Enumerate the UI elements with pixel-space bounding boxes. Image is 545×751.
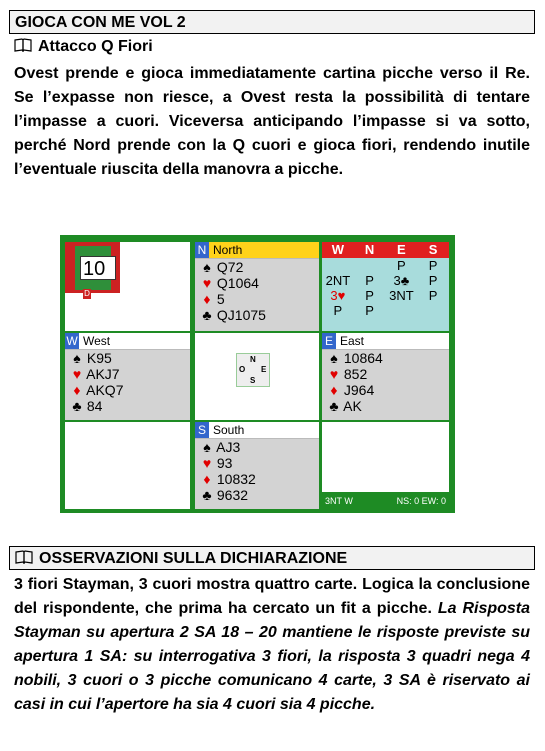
auction-row: P P	[397, 258, 438, 273]
south-hearts: ♥ 93	[202, 455, 233, 471]
observations-italic: La Risposta Stayman su apertura 2 SA 18 – 20 mantiene le risposte previste su apertura 1 SA: su interrogativa 3 fiori, la risposta 3 quadri nega 4 nobili, 3 cuori o 3 picche comunicano 4 carte, 3 SA è riservato ai casi in cui l’apertore ha sia 4 cuori sia 4 picche.	[14, 600, 531, 713]
hand-west-label: W West	[65, 333, 190, 350]
section-header-bottom	[9, 546, 535, 570]
auction-row: 2NT P 3♣ P	[325, 273, 438, 288]
heart-icon: ♥	[202, 455, 212, 471]
auction-row: 3♥ P 3NT P	[330, 288, 438, 303]
observations-paragraph	[14, 573, 530, 717]
contract: 3NT W	[325, 496, 353, 506]
diamond-icon: ♦	[203, 471, 211, 487]
diamond-icon: ♦	[203, 291, 211, 307]
spade-icon: ♠	[73, 350, 81, 366]
observations-text: 3 fiori Stayman, 3 cuori mostra quattro carte. Logica la conclusione del rispondente, che prima ha cercato un fit a picche.	[14, 576, 530, 617]
auction-header: W N E S	[322, 242, 449, 258]
dealer-marker: D	[84, 288, 90, 298]
hand-north	[195, 242, 319, 331]
diamond-icon: ♦	[330, 382, 338, 398]
empty-cell	[322, 422, 449, 492]
hand-west	[65, 333, 190, 420]
book-icon	[15, 550, 33, 564]
south-clubs: ♣ 9632	[202, 487, 249, 503]
header-title: GIOCA CON ME VOL 2	[15, 14, 186, 31]
east-spades: ♠ 10864	[322, 350, 449, 366]
play-paragraph: Ovest prende e gioca immediatamente cartina picche verso il Re. Se l’expasse non riesce, a Ovest resta la possibilità di tentare l’impasse a cuori. Viceversa anticipando l’impasse si va sotto, perché Nord prende con la Q cuori e gioca fiori, rendendo inutile l’eventuale riuscita della manovra a picche.	[14, 65, 530, 178]
north-clubs: ♣ QJ1075	[202, 307, 266, 323]
hand-east-label: E East	[322, 333, 449, 350]
score: NS: 0 EW: 0	[396, 496, 446, 506]
heart-icon: ♥	[329, 366, 339, 382]
club-icon: ♣	[72, 398, 82, 414]
status-bar	[322, 494, 449, 509]
east-clubs: ♣ AK	[329, 398, 362, 414]
book-icon	[14, 38, 32, 52]
board-number-cell	[65, 242, 190, 331]
east-diamonds: ♦ J964	[322, 382, 449, 398]
hand-south-label: S South	[195, 422, 319, 439]
south-diamonds: ♦ 10832	[195, 471, 319, 487]
section-header-top	[9, 10, 535, 34]
lead-line	[14, 38, 534, 56]
spade-icon: ♠	[203, 259, 211, 275]
north-diamonds: ♦ 5	[195, 291, 319, 307]
spade-icon: ♠	[330, 350, 338, 366]
diamond-icon: ♦	[73, 382, 81, 398]
bridge-diagram	[60, 235, 455, 513]
heart-icon: ♥	[202, 275, 212, 291]
club-icon: ♣	[202, 487, 212, 503]
south-spades: ♠ AJ3	[195, 439, 319, 455]
north-spades: ♠ Q72	[195, 259, 319, 275]
header-title: OSSERVAZIONI SULLA DICHIARAZIONE	[39, 550, 348, 567]
west-diamonds: ♦ AKQ7	[65, 382, 190, 398]
club-icon: ♣	[202, 307, 212, 323]
west-hearts: ♥ AKJ7	[72, 366, 120, 382]
west-spades: ♠ K95	[65, 350, 190, 366]
hand-east	[322, 333, 449, 420]
empty-cell	[65, 422, 190, 509]
north-hearts: ♥ Q1064	[202, 275, 259, 291]
auction-row: P P	[333, 303, 374, 318]
spade-icon: ♠	[203, 439, 211, 455]
board-number: 10	[83, 258, 106, 280]
lead-text: Attacco Q Fiori	[38, 38, 153, 55]
club-icon: ♣	[329, 398, 339, 414]
heart-icon: ♥	[72, 366, 82, 382]
hand-north-label: N North	[195, 242, 319, 259]
west-clubs: ♣ 84	[72, 398, 103, 414]
hand-south	[195, 422, 319, 509]
auction-box	[322, 242, 449, 331]
compass-icon: N S O E	[236, 353, 270, 387]
east-hearts: ♥ 852	[329, 366, 368, 382]
